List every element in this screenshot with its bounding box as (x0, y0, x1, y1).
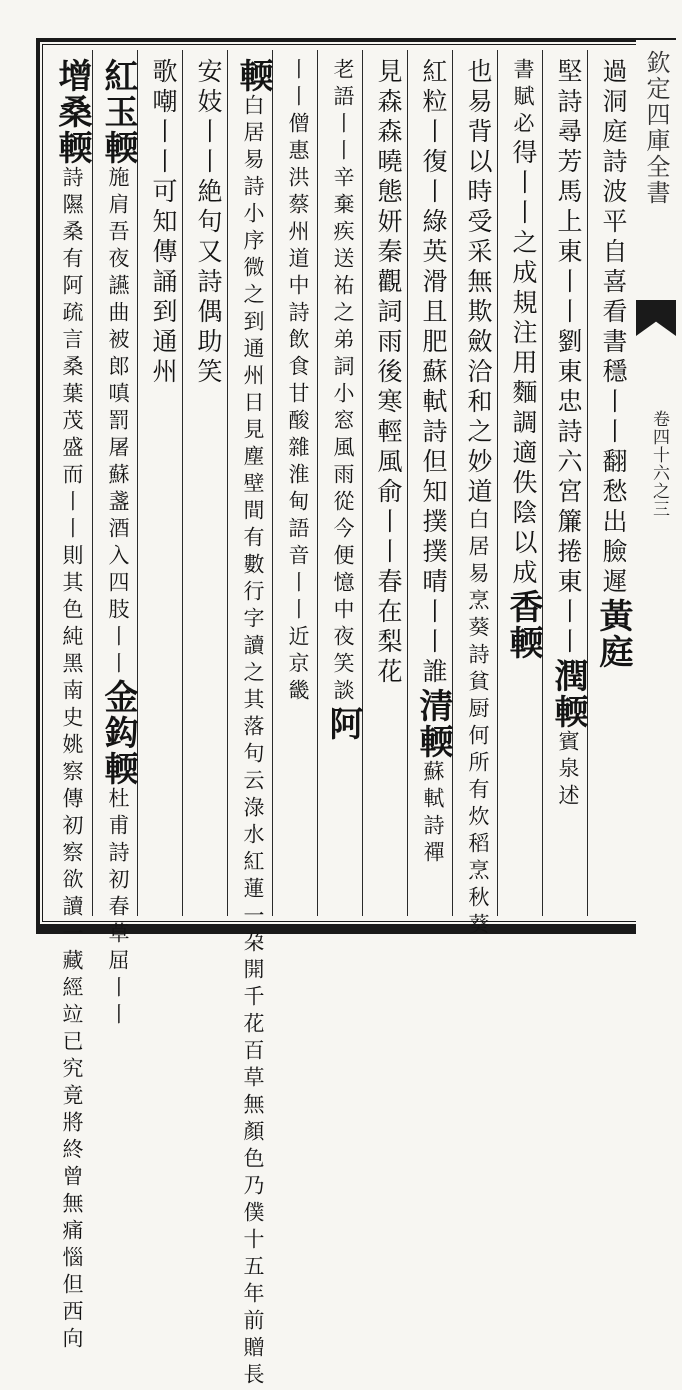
headword: 黃庭 (593, 598, 633, 670)
text-column-1 (593, 58, 633, 918)
text-column-3 (503, 58, 543, 918)
text-column-6 (372, 58, 404, 918)
text-column-4 (462, 58, 494, 940)
annotation-text: 蘇軾詩禪 (421, 760, 445, 868)
headword: 阿 (323, 706, 363, 742)
column-text: 老語丨丨辛棄疾送祐之弟詞小窓風雨從今便憶中夜笑談 (331, 58, 355, 706)
column-rule (587, 50, 588, 916)
column-text: 堅詩尋芳馬上東丨丨劉東忠詩六宮簾捲東丨丨 (554, 58, 583, 658)
annotation-text: 白居易烹葵詩貧厨何所有炊稻烹秋葵 (466, 508, 490, 940)
headword: 清輭 (413, 688, 453, 760)
text-column-8 (282, 58, 314, 918)
column-rule (272, 50, 273, 916)
annotation-text: 施肩吾夜讌曲被郎嗔罰屠蘇盞酒入四肢丨丨 (106, 166, 130, 679)
text-column-13 (52, 58, 92, 1354)
headword: 金鈎輭 (98, 679, 138, 787)
headword: 輭 (233, 58, 273, 94)
column-rule (182, 50, 183, 916)
text-column-10 (192, 58, 224, 918)
annotation-text: 賓泉述 (556, 730, 580, 811)
headword: 紅玉輭 (98, 58, 138, 166)
text-column-7 (323, 58, 363, 918)
column-text: 紅粒丨復丨綠英滑且肥蘇軾詩但知撲撲晴丨丨誰 (419, 58, 448, 688)
text-column-12 (98, 58, 138, 1030)
headword: 潤輭 (548, 658, 588, 730)
column-text: 歌嘲丨丨可知傳誦到通州 (149, 58, 178, 388)
fishtail-mark (636, 300, 676, 336)
column-text: 見森森曉態妍秦觀詞雨後寒輕風俞丨丨春在梨花 (374, 58, 403, 688)
text-column-5 (413, 58, 453, 918)
column-text: 得丨丨之成規注用麵調適佚陰以成 (509, 139, 538, 589)
column-text: 也易背以時受采無欺斂洽和之妙道 (464, 58, 493, 508)
column-text: 安妓丨丨絶句又詩偶助笑 (194, 58, 223, 388)
headword: 增桑輭 (52, 58, 92, 166)
column-rule (317, 50, 318, 916)
column-text: 丨丨僧惠洪蔡州道中詩飲食甘酸雜淮甸語音丨丨近京畿 (286, 58, 310, 706)
text-column-2 (548, 58, 588, 918)
headword: 香輭 (503, 589, 543, 661)
column-rule (542, 50, 543, 916)
column-rule (362, 50, 363, 916)
margin-top-rule (636, 38, 676, 40)
text-column-11 (147, 58, 179, 918)
text-column-9 (233, 58, 273, 1390)
annotation-text: 書賦必 (511, 58, 535, 139)
annotation-text: 詩隰桑有阿疏言桑葉茂盛而丨丨則其色純黑南史姚察傳初察欲讀一藏經竝已究竟將終曾無痛惱但西向 (60, 166, 84, 1354)
volume-label: 卷四十六之三 (649, 410, 669, 518)
column-rule (407, 50, 408, 916)
column-rule (497, 50, 498, 916)
annotation-text: 白居易詩小序微之到通州日見塵壁間有數行字讀之其落句云淥水紅蓮一朶開千花百草無顏色乃僕十五年前贈長 (241, 94, 265, 1390)
column-rule (227, 50, 228, 916)
book-title: 欽定四庫全書 (642, 50, 670, 206)
annotation-text: 杜甫詩初春草屈丨丨 (106, 787, 130, 1030)
column-rule (92, 50, 93, 916)
column-rule (452, 50, 453, 916)
column-text: 過洞庭詩波平自喜看書穩丨丨翻愁出臉遲 (599, 58, 628, 598)
